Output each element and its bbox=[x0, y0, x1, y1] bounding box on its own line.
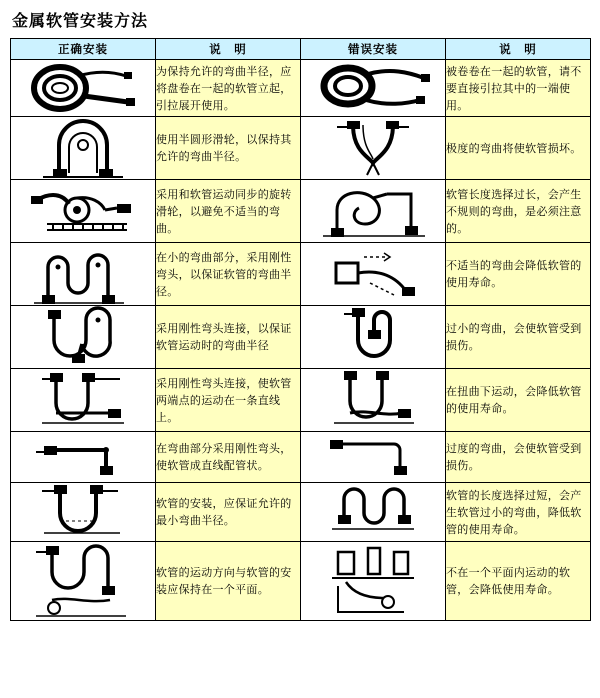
page-title: 金属软管安装方法 bbox=[12, 11, 149, 30]
hose-installation-table bbox=[10, 38, 591, 621]
too-small-bend-icon bbox=[301, 306, 446, 369]
note-text: 软管的运动方向与软管的安装应保持在一个平面。 bbox=[156, 542, 301, 621]
sharp-bend-hose-icon bbox=[301, 117, 446, 180]
rigid-elbow-small-bend-icon bbox=[11, 243, 156, 306]
note-text: 为保持允许的弯曲半径，应将盘卷在一起的软管立起，引拉展开使用。 bbox=[156, 60, 301, 117]
header-wrong-note: 说 明 bbox=[446, 39, 591, 60]
note-text: 软管长度选择过长，会产生不规则的弯曲，是必须注意的。 bbox=[446, 180, 591, 243]
note-text: 不在一个平面内运动的软管，会降低使用寿命。 bbox=[446, 542, 591, 621]
coiled-hose-pulled-icon bbox=[301, 60, 446, 117]
twisting-motion-icon bbox=[301, 369, 446, 432]
header-wrong-install: 错误安装 bbox=[301, 39, 446, 60]
irregular-bend-long-hose-icon bbox=[301, 180, 446, 243]
note-text: 软管的长度选择过短，会产生软管过小的弯曲，降低软管的使用寿命。 bbox=[446, 483, 591, 542]
note-text: 过小的弯曲，会使软管受到损伤。 bbox=[446, 306, 591, 369]
note-text: 采用刚性弯头连接，使软管两端点的运动在一条直线上。 bbox=[156, 369, 301, 432]
table-row bbox=[11, 306, 591, 369]
table-row bbox=[11, 369, 591, 432]
note-text: 采用刚性弯头连接，以保证软管运动时的弯曲半径 bbox=[156, 306, 301, 369]
header-correct-install: 正确安装 bbox=[11, 39, 156, 60]
header-correct-note: 说 明 bbox=[156, 39, 301, 60]
same-plane-motion-icon bbox=[11, 542, 156, 621]
improper-bend-short-life-icon bbox=[301, 243, 446, 306]
note-text: 极度的弯曲将使软管损坏。 bbox=[446, 117, 591, 180]
table-row bbox=[11, 243, 591, 306]
note-text: 在弯曲部分采用刚性弯头，使软管成直线配管状。 bbox=[156, 432, 301, 483]
note-text: 在小的弯曲部分，采用刚性弯头，以保证软管的弯曲半径。 bbox=[156, 243, 301, 306]
note-text: 在扭曲下运动，会降低软管的使用寿命。 bbox=[446, 369, 591, 432]
too-long-hose-small-bend-icon bbox=[301, 483, 446, 542]
table-header-row bbox=[11, 39, 591, 60]
note-text: 过度的弯曲，会使软管受到损伤。 bbox=[446, 432, 591, 483]
rotating-pulley-sync-icon bbox=[11, 180, 156, 243]
rigid-elbow-straight-line-icon bbox=[11, 369, 156, 432]
out-of-plane-motion-icon bbox=[301, 542, 446, 621]
min-bend-radius-install-icon bbox=[11, 483, 156, 542]
table-row bbox=[11, 542, 591, 621]
table-row bbox=[11, 483, 591, 542]
note-text: 采用和软管运动同步的旋转滑轮，以避免不适当的弯曲。 bbox=[156, 180, 301, 243]
half-round-pulley-icon bbox=[11, 117, 156, 180]
note-text: 不适当的弯曲会降低软管的使用寿命。 bbox=[446, 243, 591, 306]
coiled-hose-drum-icon bbox=[11, 60, 156, 117]
excessive-bend-icon bbox=[301, 432, 446, 483]
table-row bbox=[11, 60, 591, 117]
table-row bbox=[11, 180, 591, 243]
note-text: 被卷卷在一起的软管，请不要直接引拉其中的一端使用。 bbox=[446, 60, 591, 117]
rigid-bend-connection-icon bbox=[11, 306, 156, 369]
table-row bbox=[11, 432, 591, 483]
table-row bbox=[11, 117, 591, 180]
note-text: 使用半圆形滑轮，以保持其允许的弯曲半径。 bbox=[156, 117, 301, 180]
straight-pipe-with-elbow-icon bbox=[11, 432, 156, 483]
note-text: 软管的安装，应保证允许的最小弯曲半径。 bbox=[156, 483, 301, 542]
